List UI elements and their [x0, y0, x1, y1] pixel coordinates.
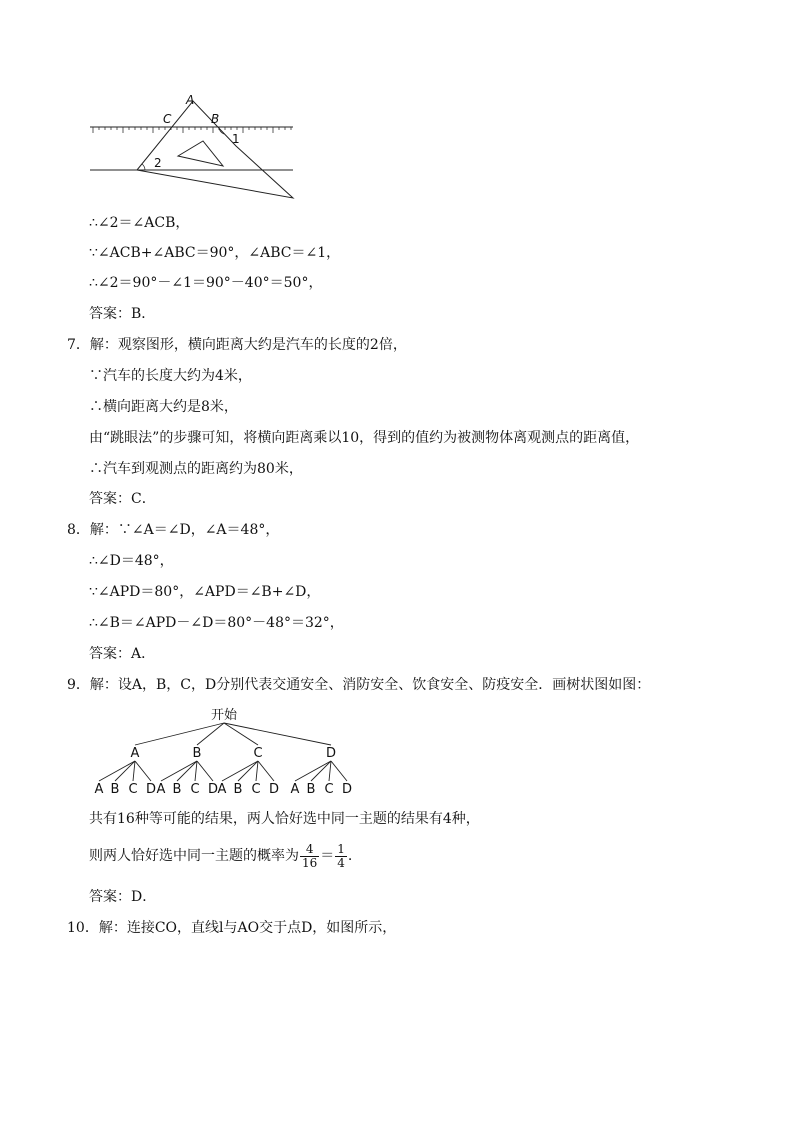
q8-line-3: ∵∠APD＝80°，∠APD＝∠B+∠D，: [89, 584, 321, 600]
label-angle-1: 1: [232, 132, 240, 146]
tree-branch: [331, 761, 347, 781]
q9-line-3: [89, 842, 352, 870]
tree-leaf: C: [324, 782, 334, 797]
inner-triangle: [178, 141, 223, 166]
q6-answer: 答案：B．: [89, 306, 156, 322]
tree-leaf: A: [217, 782, 227, 797]
tree-leaf: B: [110, 782, 120, 797]
tree-leaf: A: [156, 782, 166, 797]
tree-leaf: A: [94, 782, 104, 797]
tree-leaf: B: [233, 782, 243, 797]
tree-leaf: C: [190, 782, 200, 797]
tree-leaf: A: [290, 782, 300, 797]
q8-line-1: 8．解：∵∠A＝∠D，∠A＝48°，: [67, 522, 280, 538]
q6-line-2: ∵∠ACB+∠ABC＝90°，∠ABC＝∠1，: [89, 245, 341, 261]
fraction-denominator: 4: [337, 855, 345, 870]
q9-line-2: 共有16种等可能的结果，两人恰好选中同一主题的结果有4种，: [89, 811, 480, 827]
label-A: A: [186, 93, 195, 107]
q7-line-2: ∵汽车的长度大约为4米，: [89, 368, 252, 384]
tree-leaf: B: [172, 782, 182, 797]
tree-branch: [256, 761, 258, 781]
tree-branch: [329, 761, 331, 781]
tree-branch: [224, 723, 331, 745]
tree-branch: [195, 761, 197, 781]
fraction-numerator: 1: [337, 841, 345, 856]
q7-line-4: 由“跳眼法”的步骤可知，将横向距离乘以10，得到的值约为被测物体离观测点的距离值，: [89, 430, 640, 446]
tree-leaf: D: [145, 782, 157, 797]
q8-line-4: ∴∠B＝∠APD－∠D＝80°－48°＝32°，: [89, 615, 344, 631]
q9-line-1: 9．解：设A，B，C，D分别代表交通安全、消防安全、饮食安全、防疫安全．画树状图如图：: [67, 677, 651, 693]
q9-line-3-prefix: 则两人恰好选中同一主题的概率为: [89, 848, 299, 864]
tree-branch: [222, 761, 258, 781]
tree-leaf: B: [306, 782, 316, 797]
label-angle-2: 2: [154, 156, 162, 170]
q7-line-3: ∴横向距离大约是8米，: [89, 399, 238, 415]
tree-leaf: D: [341, 782, 353, 797]
q9-answer: 答案：D．: [89, 889, 157, 905]
tree-leaf: D: [268, 782, 280, 797]
tree-node: A: [130, 746, 140, 761]
tree-branch: [115, 761, 135, 781]
ruler-ticks: [93, 127, 291, 133]
q8-line-2: ∴∠D＝48°，: [89, 553, 174, 569]
q10-line-1: 10．解：连接CO，直线l与AO交于点D，如图所示，: [67, 920, 397, 936]
q8-answer: 答案：A．: [89, 646, 156, 662]
angle-2-arc: [142, 164, 145, 170]
tree-root: 开始: [210, 708, 238, 723]
tree-leaf: C: [128, 782, 138, 797]
tree-branch: [258, 761, 274, 781]
q7-line-5: ∴汽车到观测点的距离约为80米，: [89, 461, 303, 477]
q9-line-3-suffix: .: [347, 848, 353, 864]
tree-diagram: [90, 704, 370, 800]
tree-branch: [135, 761, 151, 781]
q7-line-1: 7．解：观察图形，横向距离大约是汽车的长度的2倍，: [67, 337, 407, 353]
tree-branch: [177, 761, 197, 781]
tree-leaf: D: [207, 782, 219, 797]
tree-branch: [99, 761, 135, 781]
tree-branch: [311, 761, 331, 781]
tree-node: D: [325, 746, 337, 761]
tree-node: B: [192, 746, 202, 761]
label-B: B: [211, 112, 220, 126]
tree-branch: [133, 761, 135, 781]
q7-answer: 答案：C．: [89, 491, 156, 507]
equals-sign: ＝: [320, 848, 335, 864]
tree-branch: [295, 761, 331, 781]
fraction-1-4: [335, 843, 347, 870]
fraction-numerator: 4: [300, 843, 319, 857]
geometry-figure-triangles: [85, 90, 305, 205]
tree-branch: [161, 761, 197, 781]
fraction-4-16: [300, 843, 319, 870]
label-C: C: [163, 112, 172, 126]
fraction-denominator: 16: [302, 855, 318, 870]
tree-branch: [238, 761, 258, 781]
tree-leaf: C: [251, 782, 261, 797]
tree-node: C: [253, 746, 263, 761]
tree-branch: [197, 761, 213, 781]
q6-line-3: ∴∠2＝90°－∠1＝90°－40°＝50°，: [89, 275, 323, 291]
q6-line-1: ∴∠2＝∠ACB，: [89, 215, 190, 231]
